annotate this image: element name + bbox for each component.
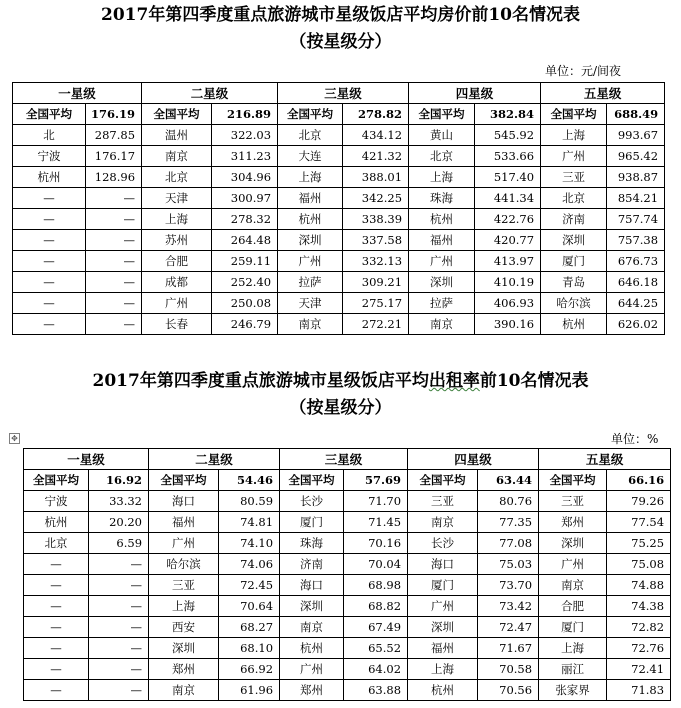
value-cell: 66.92 [219, 659, 280, 680]
city-cell: — [24, 659, 89, 680]
table-row [13, 146, 665, 167]
value-cell: 72.82 [607, 617, 671, 638]
table-row [13, 272, 665, 293]
national-average-value: 688.49 [607, 104, 665, 125]
value-cell: 441.34 [475, 188, 541, 209]
value-cell: — [86, 272, 142, 293]
value-cell: — [89, 617, 149, 638]
city-cell: 济南 [280, 554, 344, 575]
city-cell: 福州 [408, 638, 478, 659]
value-cell: 304.96 [212, 167, 278, 188]
table2-unit: 单位：% [611, 432, 659, 446]
city-cell: 苏州 [142, 230, 212, 251]
city-cell: 北京 [541, 188, 607, 209]
value-cell: 70.56 [478, 680, 539, 701]
value-cell: 646.18 [607, 272, 665, 293]
value-cell: 420.77 [475, 230, 541, 251]
national-average-value: 66.16 [607, 470, 671, 491]
table-row [24, 512, 671, 533]
table-row [13, 167, 665, 188]
value-cell: 70.64 [219, 596, 280, 617]
city-cell: 福州 [409, 230, 475, 251]
city-cell: 杭州 [280, 638, 344, 659]
star-level-header: 四星级 [409, 83, 541, 104]
city-cell: 三亚 [539, 491, 607, 512]
city-cell: 郑州 [149, 659, 219, 680]
city-cell: 广州 [278, 251, 343, 272]
star-level-header: 二星级 [149, 449, 280, 470]
value-cell: — [86, 188, 142, 209]
city-cell: 长沙 [408, 533, 478, 554]
city-cell: 上海 [539, 638, 607, 659]
star-level-header: 一星级 [24, 449, 149, 470]
value-cell: 71.70 [344, 491, 408, 512]
table2-subtitle: （按星级分） [289, 398, 392, 418]
national-average-value: 382.84 [475, 104, 541, 125]
city-cell: 西安 [149, 617, 219, 638]
city-cell: 深圳 [280, 596, 344, 617]
value-cell: 388.01 [343, 167, 409, 188]
value-cell: 278.32 [212, 209, 278, 230]
value-cell: 300.97 [212, 188, 278, 209]
city-cell: — [24, 554, 89, 575]
city-cell: 杭州 [278, 209, 343, 230]
value-cell: 72.47 [478, 617, 539, 638]
national-average-label: 全国平均 [278, 104, 343, 125]
city-cell: 广州 [280, 659, 344, 680]
city-cell: 上海 [409, 167, 475, 188]
value-cell: — [89, 596, 149, 617]
city-cell: 杭州 [541, 314, 607, 335]
city-cell: 北京 [278, 125, 343, 146]
table-row [24, 680, 671, 701]
city-cell: 广州 [408, 596, 478, 617]
price-table [12, 82, 665, 335]
value-cell: 6.59 [89, 533, 149, 554]
value-cell: 77.35 [478, 512, 539, 533]
value-cell: 72.76 [607, 638, 671, 659]
city-cell: 上海 [142, 209, 212, 230]
value-cell: 77.08 [478, 533, 539, 554]
city-cell: 上海 [278, 167, 343, 188]
table-row [13, 125, 665, 146]
value-cell: 757.74 [607, 209, 665, 230]
city-cell: 南京 [280, 617, 344, 638]
value-cell: 73.42 [478, 596, 539, 617]
value-cell: 70.04 [344, 554, 408, 575]
city-cell: 南京 [539, 575, 607, 596]
city-cell: — [24, 680, 89, 701]
city-cell: 海口 [149, 491, 219, 512]
table-row [24, 596, 671, 617]
table-row [24, 575, 671, 596]
value-cell: — [89, 575, 149, 596]
star-level-header: 三星级 [278, 83, 409, 104]
value-cell: 68.27 [219, 617, 280, 638]
value-cell: 74.81 [219, 512, 280, 533]
city-cell: 合肥 [142, 251, 212, 272]
value-cell: 75.25 [607, 533, 671, 554]
city-cell: — [13, 314, 86, 335]
city-cell: 天津 [142, 188, 212, 209]
city-cell: 福州 [149, 512, 219, 533]
value-cell: — [89, 659, 149, 680]
national-average-label: 全国平均 [24, 470, 89, 491]
city-cell: 深圳 [539, 533, 607, 554]
city-cell: — [13, 293, 86, 314]
table2-title-mid: 出租率 [428, 371, 480, 391]
city-cell: 拉萨 [409, 293, 475, 314]
value-cell: 272.21 [343, 314, 409, 335]
value-cell: 421.32 [343, 146, 409, 167]
value-cell: 757.38 [607, 230, 665, 251]
city-cell: — [24, 596, 89, 617]
value-cell: 332.13 [343, 251, 409, 272]
value-cell: — [89, 554, 149, 575]
value-cell: — [89, 680, 149, 701]
city-cell: — [13, 188, 86, 209]
city-cell: 宁波 [13, 146, 86, 167]
value-cell: 322.03 [212, 125, 278, 146]
value-cell: 74.38 [607, 596, 671, 617]
table-row [24, 638, 671, 659]
value-cell: 74.06 [219, 554, 280, 575]
city-cell: 哈尔滨 [541, 293, 607, 314]
city-cell: — [24, 638, 89, 659]
national-average-row [13, 104, 665, 125]
table-row [24, 659, 671, 680]
value-cell: 545.92 [475, 125, 541, 146]
table-row [24, 617, 671, 638]
table-row [24, 554, 671, 575]
city-cell: 杭州 [409, 209, 475, 230]
city-cell: — [13, 209, 86, 230]
value-cell: — [86, 230, 142, 251]
city-cell: 杭州 [13, 167, 86, 188]
city-cell: 上海 [149, 596, 219, 617]
value-cell: 413.97 [475, 251, 541, 272]
city-cell: 广州 [409, 251, 475, 272]
value-cell: 70.16 [344, 533, 408, 554]
national-average-value: 16.92 [89, 470, 149, 491]
table-row [13, 230, 665, 251]
national-average-value: 176.19 [86, 104, 142, 125]
value-cell: 311.23 [212, 146, 278, 167]
city-cell: 青岛 [541, 272, 607, 293]
star-level-header: 四星级 [408, 449, 539, 470]
value-cell: 71.83 [607, 680, 671, 701]
table2-title-pre: 2017年第四季度重点旅游城市星级饭店平均 [92, 371, 429, 391]
value-cell: 74.88 [607, 575, 671, 596]
value-cell: 309.21 [343, 272, 409, 293]
value-cell: 74.10 [219, 533, 280, 554]
table1-subtitle: （按星级分） [289, 32, 392, 52]
city-cell: 广州 [539, 554, 607, 575]
value-cell: 80.76 [478, 491, 539, 512]
value-cell: 68.82 [344, 596, 408, 617]
city-cell: 南京 [149, 680, 219, 701]
city-cell: 厦门 [408, 575, 478, 596]
city-cell: 黄山 [409, 125, 475, 146]
city-cell: 北 [13, 125, 86, 146]
table-row [24, 491, 671, 512]
national-average-label: 全国平均 [13, 104, 86, 125]
value-cell: 64.02 [344, 659, 408, 680]
city-cell: 济南 [541, 209, 607, 230]
value-cell: 65.52 [344, 638, 408, 659]
table1-unit: 单位：元/间夜 [545, 64, 622, 78]
city-cell: 长沙 [280, 491, 344, 512]
city-cell: 天津 [278, 293, 343, 314]
value-cell: 337.58 [343, 230, 409, 251]
value-cell: 61.96 [219, 680, 280, 701]
value-cell: 250.08 [212, 293, 278, 314]
value-cell: 72.41 [607, 659, 671, 680]
value-cell: 73.70 [478, 575, 539, 596]
value-cell: — [86, 293, 142, 314]
value-cell: 275.17 [343, 293, 409, 314]
city-cell: 深圳 [149, 638, 219, 659]
value-cell: 338.39 [343, 209, 409, 230]
star-level-header: 二星级 [142, 83, 278, 104]
city-cell: 北京 [142, 167, 212, 188]
city-cell: — [13, 251, 86, 272]
value-cell: 938.87 [607, 167, 665, 188]
city-cell: 上海 [408, 659, 478, 680]
city-cell: 深圳 [408, 617, 478, 638]
value-cell: 854.21 [607, 188, 665, 209]
value-cell: — [86, 251, 142, 272]
value-cell: 20.20 [89, 512, 149, 533]
value-cell: 422.76 [475, 209, 541, 230]
value-cell: 533.66 [475, 146, 541, 167]
value-cell: 390.16 [475, 314, 541, 335]
city-cell: 南京 [142, 146, 212, 167]
value-cell: 68.10 [219, 638, 280, 659]
value-cell: 33.32 [89, 491, 149, 512]
city-cell: 成都 [142, 272, 212, 293]
star-header-row [13, 83, 665, 104]
value-cell: 287.85 [86, 125, 142, 146]
table1-title: 2017年第四季度重点旅游城市星级饭店平均房价前10名情况表 [101, 5, 580, 25]
city-cell: 广州 [541, 146, 607, 167]
star-level-header: 三星级 [280, 449, 408, 470]
city-cell: 哈尔滨 [149, 554, 219, 575]
table-row [13, 188, 665, 209]
city-cell: — [24, 617, 89, 638]
value-cell: 72.45 [219, 575, 280, 596]
value-cell: 80.59 [219, 491, 280, 512]
value-cell: 264.48 [212, 230, 278, 251]
value-cell: 993.67 [607, 125, 665, 146]
table2-title-post: 前10名情况表 [479, 371, 589, 391]
city-cell: — [13, 230, 86, 251]
city-cell: 三亚 [408, 491, 478, 512]
national-average-value: 278.82 [343, 104, 409, 125]
national-average-label: 全国平均 [149, 470, 219, 491]
table-row [13, 314, 665, 335]
occupancy-table [23, 448, 671, 701]
value-cell: 434.12 [343, 125, 409, 146]
table-row [13, 251, 665, 272]
value-cell: 75.08 [607, 554, 671, 575]
value-cell: 676.73 [607, 251, 665, 272]
city-cell: 郑州 [539, 512, 607, 533]
city-cell: 三亚 [149, 575, 219, 596]
city-cell: 宁波 [24, 491, 89, 512]
city-cell: 北京 [24, 533, 89, 554]
value-cell: 644.25 [607, 293, 665, 314]
table2-title [0, 370, 681, 392]
value-cell: 517.40 [475, 167, 541, 188]
city-cell: 合肥 [539, 596, 607, 617]
national-average-label: 全国平均 [280, 470, 344, 491]
city-cell: 南京 [409, 314, 475, 335]
city-cell: 厦门 [280, 512, 344, 533]
city-cell: 厦门 [541, 251, 607, 272]
city-cell: 杭州 [408, 680, 478, 701]
value-cell: 77.54 [607, 512, 671, 533]
city-cell: 丽江 [539, 659, 607, 680]
national-average-value: 63.44 [478, 470, 539, 491]
value-cell: 626.02 [607, 314, 665, 335]
star-level-header: 一星级 [13, 83, 142, 104]
city-cell: 南京 [278, 314, 343, 335]
value-cell: 965.42 [607, 146, 665, 167]
table-row [13, 293, 665, 314]
move-handle-icon[interactable]: ✥ [9, 433, 20, 444]
value-cell: 70.58 [478, 659, 539, 680]
national-average-row [24, 470, 671, 491]
city-cell: 杭州 [24, 512, 89, 533]
city-cell: 上海 [541, 125, 607, 146]
city-cell: 长春 [142, 314, 212, 335]
value-cell: 63.88 [344, 680, 408, 701]
national-average-label: 全国平均 [408, 470, 478, 491]
city-cell: 深圳 [409, 272, 475, 293]
value-cell: 71.67 [478, 638, 539, 659]
value-cell: 259.11 [212, 251, 278, 272]
city-cell: 深圳 [541, 230, 607, 251]
national-average-value: 216.89 [212, 104, 278, 125]
city-cell: 大连 [278, 146, 343, 167]
city-cell: — [13, 272, 86, 293]
national-average-label: 全国平均 [539, 470, 607, 491]
city-cell: — [24, 575, 89, 596]
city-cell: 厦门 [539, 617, 607, 638]
value-cell: 176.17 [86, 146, 142, 167]
city-cell: 张家界 [539, 680, 607, 701]
city-cell: 珠海 [409, 188, 475, 209]
value-cell: 79.26 [607, 491, 671, 512]
value-cell: 342.25 [343, 188, 409, 209]
city-cell: 广州 [142, 293, 212, 314]
city-cell: 三亚 [541, 167, 607, 188]
value-cell: 246.79 [212, 314, 278, 335]
national-average-value: 54.46 [219, 470, 280, 491]
city-cell: 海口 [408, 554, 478, 575]
city-cell: 温州 [142, 125, 212, 146]
value-cell: 75.03 [478, 554, 539, 575]
value-cell: 128.96 [86, 167, 142, 188]
city-cell: 海口 [280, 575, 344, 596]
city-cell: 北京 [409, 146, 475, 167]
city-cell: 福州 [278, 188, 343, 209]
city-cell: 郑州 [280, 680, 344, 701]
value-cell: 410.19 [475, 272, 541, 293]
national-average-label: 全国平均 [409, 104, 475, 125]
star-header-row [24, 449, 671, 470]
value-cell: 252.40 [212, 272, 278, 293]
national-average-value: 57.69 [344, 470, 408, 491]
city-cell: 珠海 [280, 533, 344, 554]
city-cell: 南京 [408, 512, 478, 533]
table-row [13, 209, 665, 230]
value-cell: — [86, 209, 142, 230]
national-average-label: 全国平均 [142, 104, 212, 125]
value-cell: 68.98 [344, 575, 408, 596]
city-cell: 深圳 [278, 230, 343, 251]
star-level-header: 五星级 [539, 449, 671, 470]
value-cell: 67.49 [344, 617, 408, 638]
table-row [24, 533, 671, 554]
value-cell: 71.45 [344, 512, 408, 533]
city-cell: 广州 [149, 533, 219, 554]
value-cell: — [89, 638, 149, 659]
value-cell: 406.93 [475, 293, 541, 314]
city-cell: 拉萨 [278, 272, 343, 293]
star-level-header: 五星级 [541, 83, 665, 104]
national-average-label: 全国平均 [541, 104, 607, 125]
value-cell: — [86, 314, 142, 335]
